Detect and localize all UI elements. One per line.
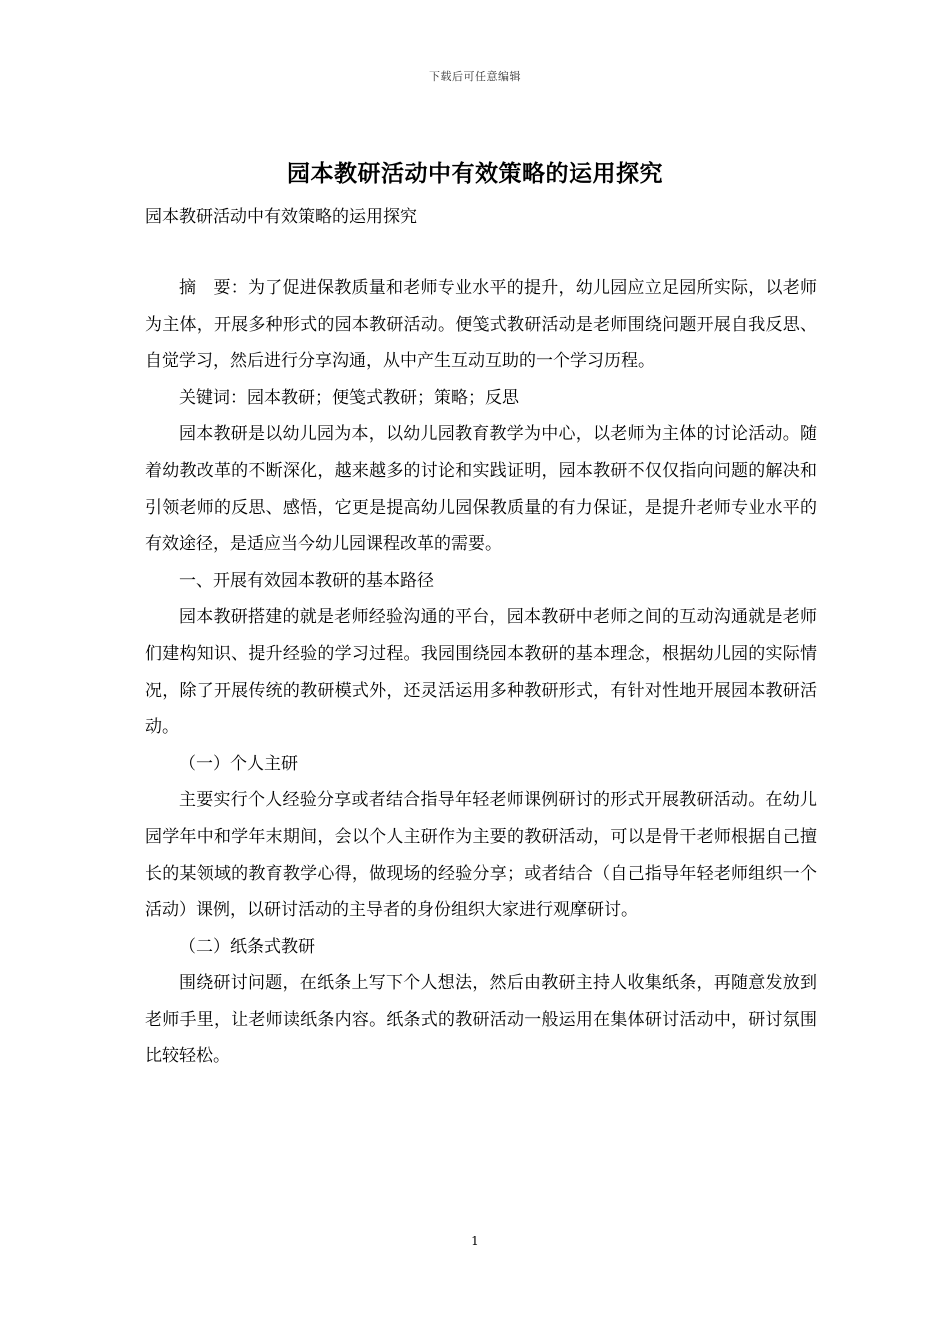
body-text	[145, 270, 817, 1075]
page-number: 1	[471, 1234, 479, 1248]
subsection-heading-2: （二）纸条式教研	[179, 936, 315, 957]
section-heading-1: 一、开展有效园本教研的基本路径	[179, 570, 434, 591]
subsection-heading-1: （一）个人主研	[179, 753, 298, 774]
document-subtitle: 园本教研活动中有效策略的运用探究	[145, 207, 417, 227]
section-1-paragraph: 园本教研搭建的就是老师经验沟通的平台，园本教研中老师之间的互动沟通就是老师们建构知识、提升经验的学习过程。我园围绕园本教研的基本理念，根据幼儿园的实际情况，除了开展传统的教研模式外，还灵活运用多种教研形式，有针对性地开展园本教研活动。	[145, 607, 817, 738]
intro-paragraph: 园本教研是以幼儿园为本，以幼儿园教育教学为中心，以老师为主体的讨论活动。随着幼教改革的不断深化，越来越多的讨论和实践证明，园本教研不仅仅指向问题的解决和引领老师的反思、感悟，它更是提高幼儿园保教质量的有力保证，是提升老师专业水平的有效途径，是适应当今幼儿园课程改革的需要。	[145, 424, 817, 555]
header-note: 下载后可任意编辑	[429, 70, 521, 83]
subsection-1-paragraph: 主要实行个人经验分享或者结合指导年轻老师课例研讨的形式开展教研活动。在幼儿园学年中和学年末期间，会以个人主研作为主要的教研活动，可以是骨干老师根据自己擅长的某领域的教育教学心得，做现场的经验分享；或者结合（自己指导年轻老师组织一个活动）课例，以研讨活动的主导者的身份组织大家进行观摩研讨。	[145, 790, 817, 921]
document-title: 园本教研活动中有效策略的运用探究	[287, 160, 663, 187]
abstract-paragraph: 摘 要：为了促进保教质量和老师专业水平的提升，幼儿园应立足园所实际，以老师为主体，开展多种形式的园本教研活动。便笺式教研活动是老师围绕问题开展自我反思、自觉学习，然后进行分享沟通，从中产生互动互助的一个学习历程。	[145, 278, 817, 372]
keywords-paragraph: 关键词：园本教研；便笺式教研；策略；反思	[179, 387, 519, 408]
subsection-2-paragraph: 围绕研讨问题，在纸条上写下个人想法，然后由教研主持人收集纸条，再随意发放到老师手里，让老师读纸条内容。纸条式的教研活动一般运用在集体研讨活动中，研讨氛围比较轻松。	[145, 973, 817, 1067]
